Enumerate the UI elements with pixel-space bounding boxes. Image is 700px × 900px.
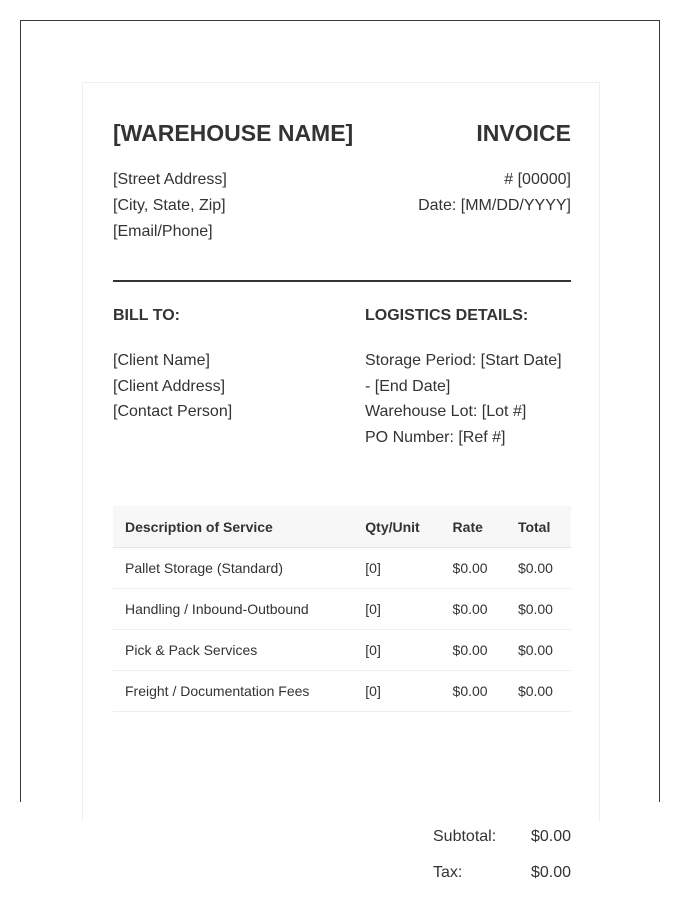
info-row [113, 306, 571, 450]
table-row [113, 630, 571, 671]
services-table [113, 506, 571, 712]
tax-value: $0.00 [530, 864, 571, 881]
address-row [113, 167, 571, 245]
logistics-section [365, 306, 571, 450]
invoice-content [113, 119, 571, 881]
company-name: [WAREHOUSE NAME] [113, 120, 354, 146]
totals-section [433, 827, 571, 899]
warehouse-lot: Warehouse Lot: [Lot #] [365, 403, 527, 420]
row-description: Pallet Storage (Standard) [113, 548, 365, 589]
invoice-sheet [82, 82, 600, 881]
company-street: [Street Address] [113, 171, 227, 188]
table-header-row [113, 506, 571, 548]
tax-row [433, 863, 571, 899]
header-total: Total [518, 506, 571, 548]
row-total: $0.00 [518, 630, 571, 671]
company-address [113, 167, 227, 245]
document-frame [20, 20, 660, 881]
company-contact: [Email/Phone] [113, 223, 213, 240]
po-number: PO Number: [Ref #] [365, 428, 506, 446]
row-total: $0.00 [518, 671, 571, 712]
row-rate: $0.00 [453, 589, 518, 630]
row-description: Freight / Documentation Fees [113, 671, 365, 712]
header-rate: Rate [453, 506, 518, 548]
row-qty: [0] [365, 548, 452, 589]
storage-period-end: - [End Date] [365, 377, 451, 395]
header-divider [113, 280, 571, 282]
row-description: Pick & Pack Services [113, 630, 365, 671]
invoice-title: INVOICE [476, 120, 571, 146]
client-address: [Client Address] [113, 377, 226, 395]
header-description: Description of Service [113, 506, 365, 548]
subtotal-value: $0.00 [530, 828, 571, 845]
invoice-date: Date: [MM/DD/YYYY] [418, 197, 571, 214]
row-total: $0.00 [518, 548, 571, 589]
invoice-number: # [00000] [504, 171, 571, 188]
row-qty: [0] [365, 589, 452, 630]
row-total: $0.00 [518, 589, 571, 630]
row-qty: [0] [365, 671, 452, 712]
logistics-heading: LOGISTICS DETAILS: [365, 307, 529, 324]
table-row [113, 548, 571, 589]
row-rate: $0.00 [453, 630, 518, 671]
subtotal-label: Subtotal: [433, 828, 497, 845]
subtotal-row [433, 827, 571, 863]
company-city-state-zip: [City, State, Zip] [113, 197, 226, 214]
row-rate: $0.00 [453, 548, 518, 589]
row-rate: $0.00 [453, 671, 518, 712]
invoice-header [113, 119, 571, 147]
table-row [113, 589, 571, 630]
bill-to-section [113, 306, 365, 450]
table-row [113, 671, 571, 712]
row-qty: [0] [365, 630, 452, 671]
contact-person: [Contact Person] [113, 403, 233, 420]
bill-to-heading: BILL TO: [113, 307, 180, 324]
row-description: Handling / Inbound-Outbound [113, 589, 365, 630]
tax-label: Tax: [433, 864, 463, 881]
header-qty: Qty/Unit [365, 506, 452, 548]
storage-period: Storage Period: [Start Date] [365, 352, 562, 369]
invoice-meta [418, 167, 571, 245]
client-name: [Client Name] [113, 352, 210, 369]
